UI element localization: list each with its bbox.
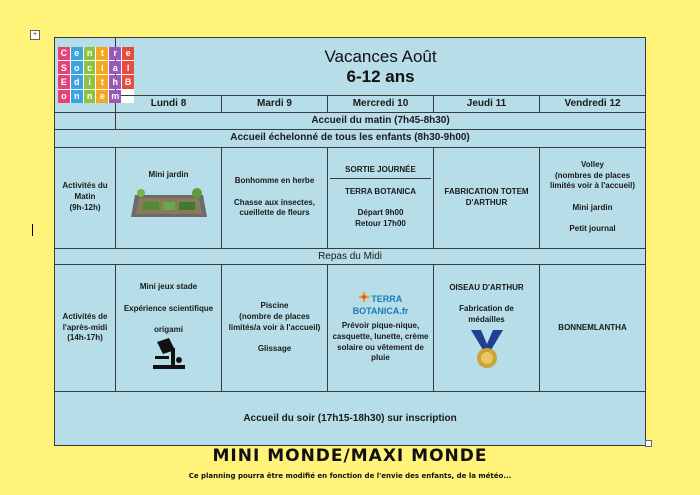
morning-welcome-band: Accueil du matin (7h45-8h30) [116, 112, 646, 129]
afternoon-mon-text: Mini jeux stade Expérience scientifique origami [123, 282, 214, 335]
terra-botanica-logo-suffix: .fr [399, 305, 409, 316]
logo-letter-tile: n [84, 90, 96, 103]
logo-letter-tile: S [58, 61, 70, 74]
title-line-2: 6-12 ans [346, 66, 415, 86]
logo-letter-tile: i [84, 75, 96, 88]
logo-letter-tile: e [122, 47, 134, 60]
afternoon-fri-cell: BONNEMLANTHA [540, 265, 646, 392]
morning-wed-cell [328, 147, 434, 248]
garden-image [129, 185, 209, 221]
logo-letter-tile: o [58, 90, 70, 103]
text-cursor [32, 224, 33, 236]
logo-letter-tile: h [109, 75, 121, 88]
mini-jardin-text: Mini jardin [148, 170, 189, 180]
afternoon-activities-label: Activités de l'après-midi (14h-17h) [55, 265, 116, 392]
lunch-band: Repas du Midi [55, 248, 646, 265]
oiseau-arthur-text: OISEAU D'ARTHUR Fabrication de médailles [449, 282, 524, 324]
logo-letter-tile: o [71, 61, 83, 74]
logo-letter-tile: i [96, 61, 108, 74]
day-header-wed: Mercredi 10 [328, 96, 434, 113]
terra-botanica-logo-text: TERRA BOTANICA [352, 293, 403, 316]
afternoon-thu-cell [434, 265, 540, 392]
logo-letter-tile: a [109, 61, 121, 74]
logo-letter-tile: n [71, 90, 83, 103]
morning-thu-cell: FABRICATION TOTEM D'ARTHUR [434, 147, 540, 248]
title-line-1: Vacances Août [324, 46, 437, 66]
page-title [116, 38, 646, 96]
day-header-mon: Lundi 8 [116, 96, 222, 113]
logo-letter-tile: t [96, 47, 108, 60]
logo-letter-tile: n [84, 47, 96, 60]
logo-letter-tile: t [96, 75, 108, 88]
morning-activities-label: Activités du Matin (9h-12h) [55, 147, 116, 248]
logo-letter-tile: m [111, 91, 120, 102]
logo-letter-tile: e [96, 90, 108, 103]
table-anchor-handle[interactable]: + [30, 30, 40, 40]
logo-letter-tile: B [122, 75, 134, 88]
staggered-welcome-band: Accueil échelonné de tous les enfants (8h30-9h00) [55, 129, 646, 147]
terra-botanica-outing-text: TERRA BOTANICA Départ 9h00 Retour 17h00 [344, 186, 417, 229]
sortie-journee-label: SORTIE JOURNÉE [330, 165, 431, 179]
afternoon-mon-cell [116, 265, 222, 392]
morning-fri-cell: Volley (nombres de places limités voir à l'accueil) Mini jardin Petit journal [540, 147, 646, 248]
logo-letter-tile: c [84, 61, 96, 74]
logo-letter-tile: l [122, 61, 134, 74]
wed-bring-items-text: Prévoir pique-nique, casquette, lunette, crème solaire ou vêtement de pluie [332, 321, 429, 363]
afternoon-wed-cell [328, 265, 434, 392]
logo-letter-tile: d [71, 75, 83, 88]
centre-social-logo [55, 38, 132, 113]
day-header-fri: Vendredi 12 [540, 96, 646, 113]
evening-welcome-band: Accueil du soir (17h15-18h30) sur inscription [55, 392, 646, 446]
day-header-tue: Mardi 9 [222, 96, 328, 113]
logo-letter-tile: E [58, 75, 70, 88]
footer-title: MINI MONDE/MAXI MONDE [212, 446, 488, 466]
footer-note: Ce planning pourra être modifié en fonction de l'envie des enfants, de la météo... [188, 472, 512, 480]
logo-letter-tile: r [109, 47, 121, 60]
morning-mon-cell [116, 147, 222, 248]
logo-letter-tile: C [58, 47, 70, 60]
medal-icon [469, 330, 505, 370]
logo-letter-tile: e [71, 47, 83, 60]
terra-botanica-logo [330, 292, 431, 317]
morning-tue-cell: Bonhomme en herbe Chasse aux insectes, cueillette de fleurs [222, 147, 328, 248]
day-header-thu: Jeudi 11 [434, 96, 540, 113]
afternoon-tue-cell: Piscine (nombre de places limités/a voir à l'accueil) Glissage [222, 265, 328, 392]
microscope-icon [149, 338, 189, 370]
schedule-table [54, 37, 646, 446]
flower-icon [359, 292, 369, 302]
